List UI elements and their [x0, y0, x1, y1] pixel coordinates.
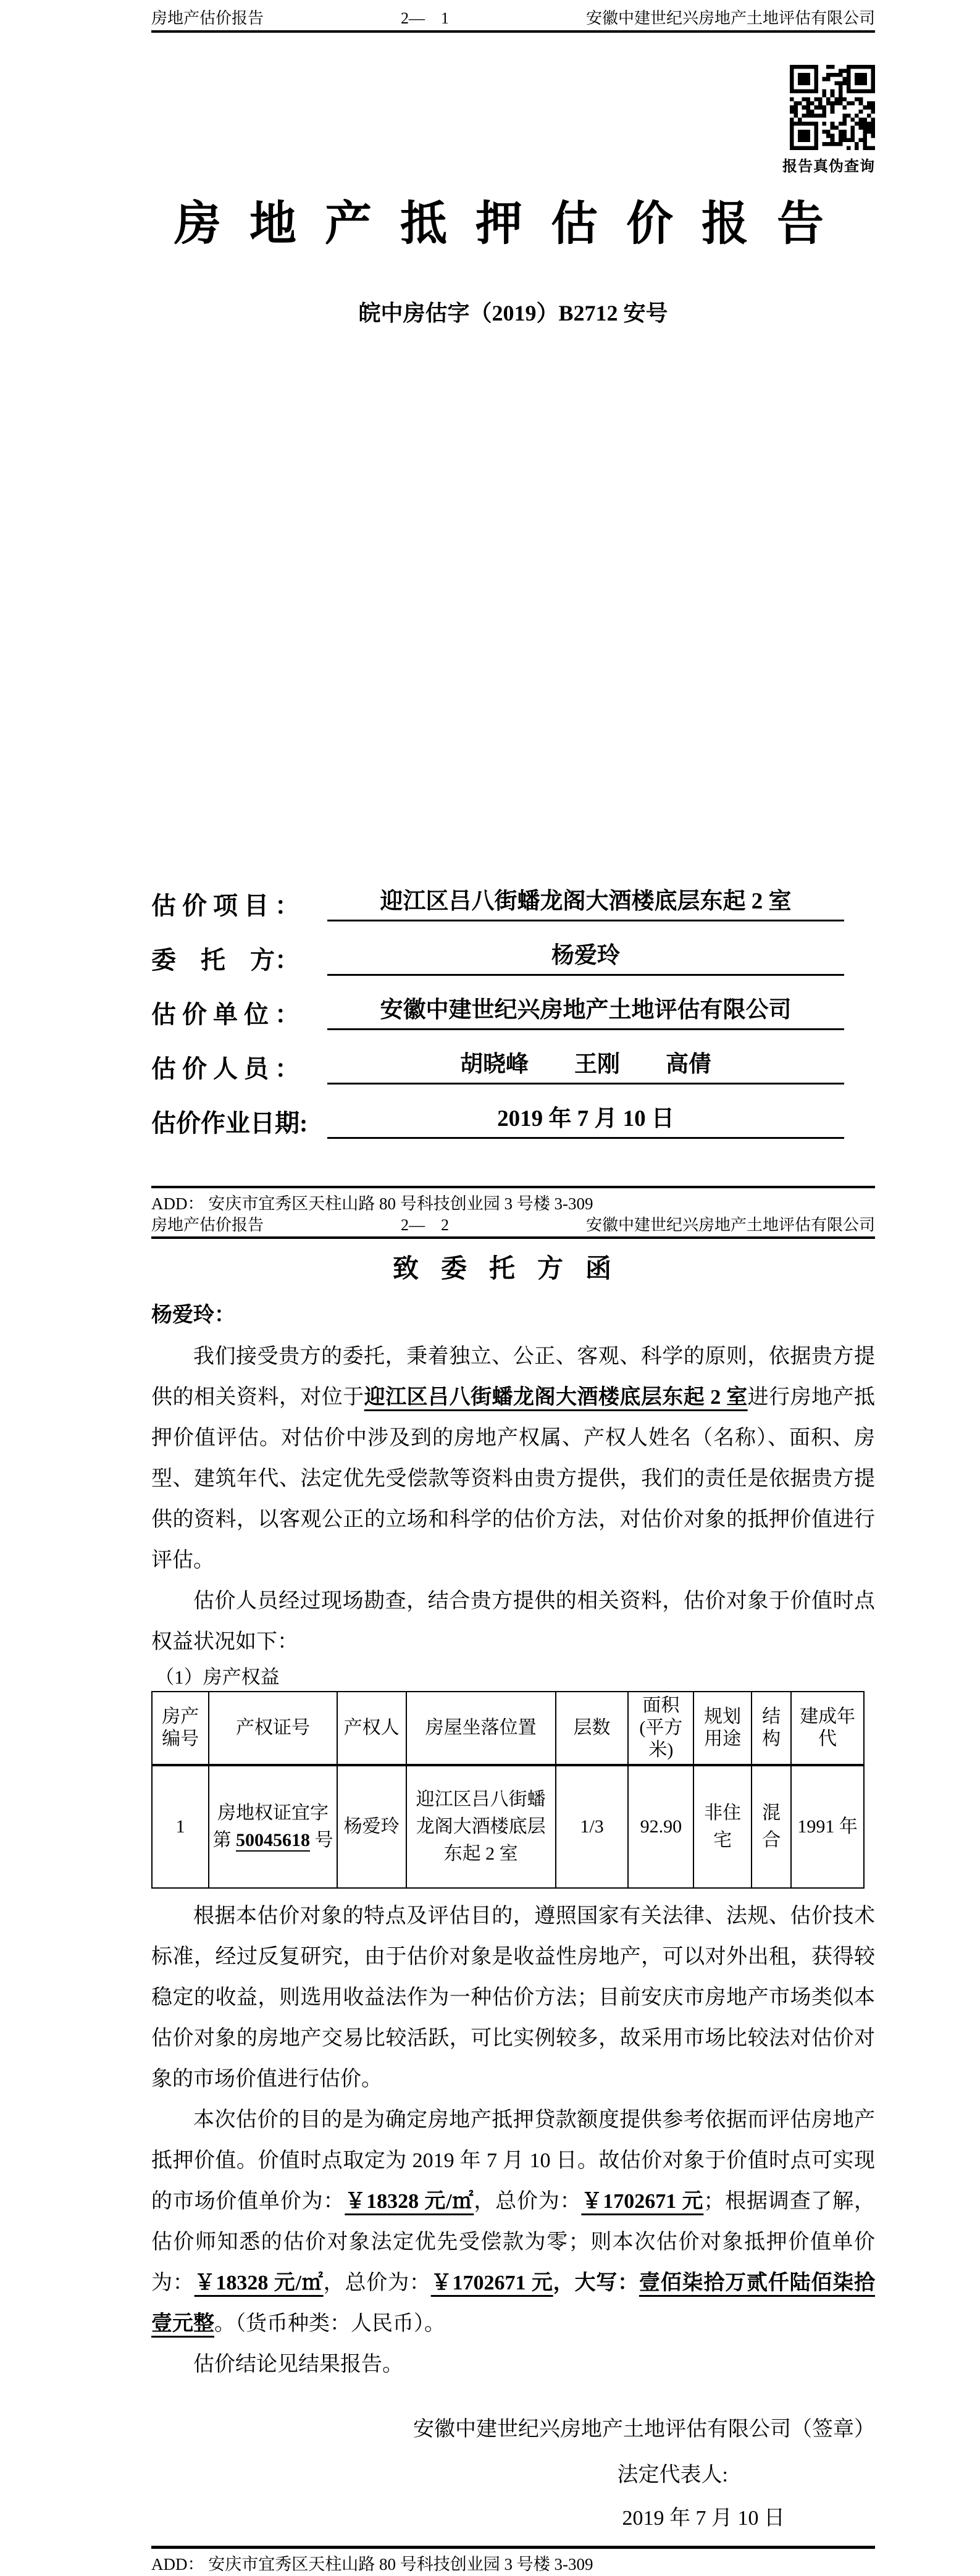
table-header-row: [152, 1692, 864, 1765]
col-header-area: 面积(平方米): [628, 1692, 693, 1765]
field-value: 安徽中建世纪兴房地产土地评估有限公司: [327, 996, 844, 1030]
page-number: 2— 1: [400, 9, 449, 27]
text-run: 我们接受贵方的委托，秉着独立、公正、客观、科学的原则，依据贵方提供的相关资料，对位于: [151, 1345, 875, 1409]
cell-cert: [209, 1765, 337, 1888]
page2-running-header: [151, 1215, 875, 1235]
qr-block: [151, 65, 875, 175]
field-label: 估 价 单 位 ：: [151, 1001, 299, 1028]
blank-space: [151, 326, 875, 887]
col-header-use: 规划用途: [693, 1692, 751, 1765]
field-value: 杨爱玲: [327, 941, 844, 976]
paragraph-commission: [151, 1336, 875, 1581]
paragraph-conclusion: 估价结论见结果报告。: [193, 2353, 403, 2376]
page1-running-header: [151, 0, 875, 28]
field-appraisers: [151, 1050, 875, 1085]
signature-company: 安徽中建世纪兴房地产土地评估有限公司（签章）: [413, 2418, 875, 2441]
paragraph-valuation: [151, 2100, 875, 2344]
table-row: [152, 1765, 864, 1888]
field-value: 2019 年 7 月 10 日: [327, 1104, 844, 1139]
col-header-structure: 结构: [752, 1692, 792, 1765]
field-agency: [151, 996, 875, 1030]
company-name-header: 安徽中建世纪兴房地产土地评估有限公司: [585, 9, 875, 27]
report-title: 房地产抵押估价报告: [174, 198, 852, 250]
field-label: 估 价 项 目 ：: [151, 892, 299, 920]
property-rights-table: [151, 1691, 865, 1889]
cell-location: 迎江区吕八街蟠龙阁大酒楼底层东起 2 室: [406, 1765, 556, 1888]
field-project: [151, 887, 875, 921]
report-number: 皖中房估字（2019）B2712 安号: [358, 301, 668, 325]
field-client: [151, 941, 875, 976]
running-header-title: 房地产估价报告: [151, 1216, 264, 1234]
paragraph-methods: 根据本估价对象的特点及评估目的，遵照国家有关法律、法规、估价技术标准，经过反复研究，由于估价对象是收益性房地产，可以对外出租，获得较稳定的收益，则选用收益法作为一种估价方法；目前安庆市房地产市场类似本估价对象的房地产交易比较活跃，可比实例较多，故采用市场比较法对估价对象的市场价值进行估价。: [151, 1905, 875, 2091]
text-run: ；根据调查了解，估价师知悉的估价对象法定优先受偿款为零；则本次估价对象抵押价值单价为：: [151, 2190, 876, 2294]
signature-date: 2019 年 7 月 10 日: [622, 2507, 785, 2530]
mortgage-total-price-value: ￥1702671 元: [430, 2272, 553, 2294]
unit-price-value: ￥18328 元/㎡: [345, 2190, 474, 2213]
property-name-emphasis: 迎江区吕八街蟠龙阁大酒楼底层东起 2 室: [364, 1386, 748, 1409]
text-run: ，大写：: [553, 2272, 639, 2294]
qr-caption: 报告真伪查询: [782, 159, 875, 175]
text-run: 。（货币种类：人民币）。: [214, 2312, 445, 2335]
salutation: 杨爱玲：: [151, 1304, 235, 1327]
field-value: 胡晓峰 王刚 高倩: [327, 1050, 844, 1085]
mortgage-unit-price-value: ￥18328 元/㎡: [194, 2272, 324, 2294]
cert-number: 50045618: [236, 1830, 310, 1850]
paragraph-survey: 估价人员经过现场勘查，结合贵方提供的相关资料，估价对象于价值时点权益状况如下：: [151, 1590, 875, 1653]
text-run: ，总价为：: [323, 2272, 431, 2294]
col-header-year: 建成年代: [791, 1692, 864, 1765]
qr-code: [790, 65, 875, 150]
cell-floor: 1/3: [556, 1765, 629, 1888]
col-header-location: 房屋坐落位置: [406, 1692, 556, 1765]
field-label: 估 价 人 员 ：: [151, 1055, 299, 1083]
text-run: 本次估价的目的是为确定房地产抵押贷款额度提供参考依据而评估房地产抵押价值。价值时点取定为 2019 年 7 月 10 日。故估价对象于价值时点可实现的市场价值单价为：: [151, 2108, 875, 2213]
company-name-header: 安徽中建世纪兴房地产土地评估有限公司: [585, 1216, 875, 1234]
table-caption: （1）房产权益: [155, 1666, 280, 1688]
address-line-page1: ADD： 安庆市宜秀区天柱山路 80 号科技创业园 3 号楼 3-309: [151, 1194, 593, 1213]
col-header-owner: 产权人: [337, 1692, 406, 1765]
cert-suffix: 号: [310, 1830, 333, 1850]
text-run: ，总价为：: [474, 2190, 582, 2213]
field-date: [151, 1104, 875, 1139]
cell-use: 非住宅: [693, 1765, 751, 1888]
cell-area: 92.90: [628, 1765, 693, 1888]
cell-year: 1991 年: [791, 1765, 864, 1888]
address-line-page2: ADD： 安庆市宜秀区天柱山路 80 号科技创业园 3 号楼 3-309: [151, 2555, 593, 2574]
header-rule: [151, 30, 875, 33]
page-number: 2— 2: [400, 1216, 449, 1234]
total-price-value: ￥1702671 元: [581, 2190, 704, 2213]
header-rule: [151, 1236, 875, 1239]
text-run: 进行房地产抵押价值评估。对估价中涉及到的房地产权属、产权人姓名（名称）、面积、房型、建筑年代、法定优先受偿款等资料由贵方提供，我们的责任是依据贵方提供的资料，以客观公正的立场和科学的估价方法，对估价对象的抵押价值进行评估。: [151, 1386, 876, 1572]
cell-id: 1: [152, 1765, 209, 1888]
col-header-id: 房产编号: [152, 1692, 209, 1765]
field-label: 委 托 方：: [151, 946, 299, 974]
signature-legal-rep: 法定代表人:: [617, 2464, 728, 2486]
col-header-cert: 产权证号: [209, 1692, 337, 1765]
running-header-title: 房地产估价报告: [151, 9, 264, 27]
field-value: 迎江区吕八街蟠龙阁大酒楼底层东起 2 室: [327, 887, 844, 921]
cell-owner: 杨爱玲: [337, 1765, 406, 1888]
amount-in-words: 壹佰柒拾万贰仟陆佰柒拾壹元整: [151, 2272, 876, 2335]
letter-title: 致委托方函: [392, 1255, 634, 1283]
cert-prefix: 房地权证宜字第: [212, 1803, 329, 1850]
field-label: 估价作业日期:: [151, 1109, 308, 1137]
col-header-floor: 层数: [556, 1692, 629, 1765]
cell-structure: 混合: [752, 1765, 792, 1888]
